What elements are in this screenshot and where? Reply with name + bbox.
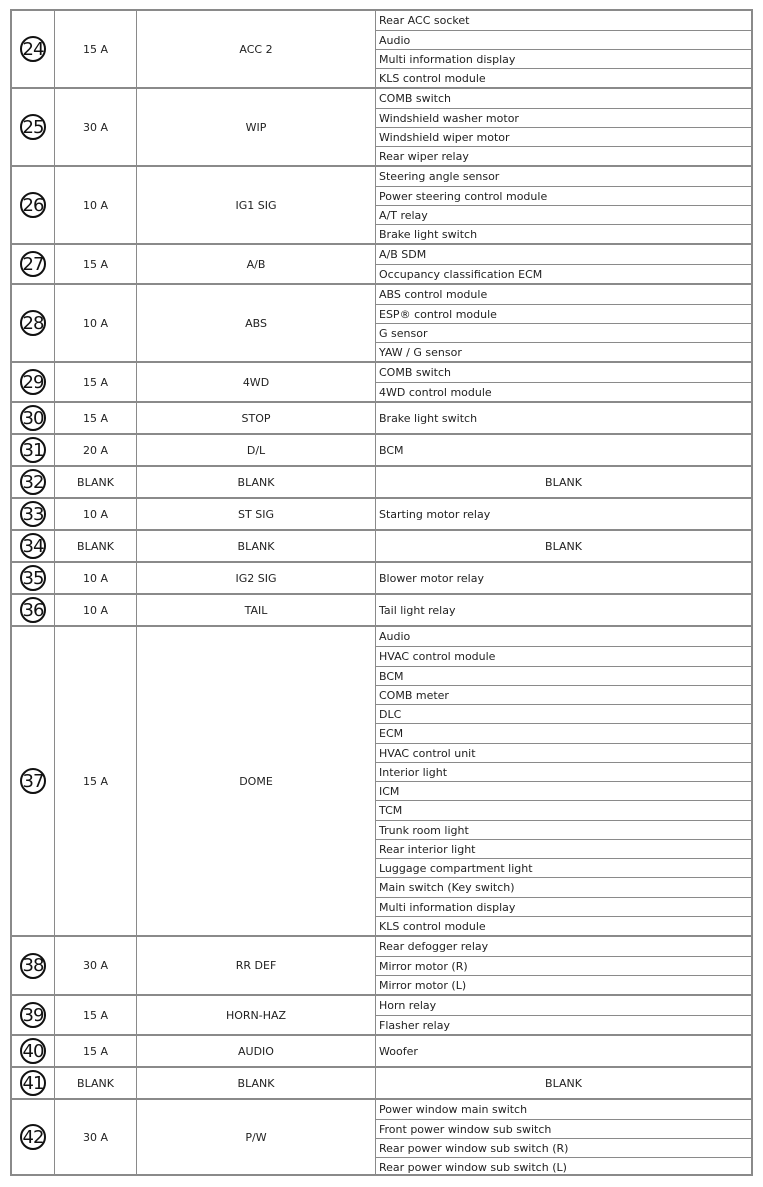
circuit-item: Interior light [376,762,751,781]
circuit-item: BCM [379,443,404,457]
fuse-row [10,433,753,465]
fuse-row [10,243,753,283]
fuse-number-badge: 39 [20,1002,46,1028]
protected-circuits [376,1068,751,1098]
fuse-number-badge: 29 [20,369,46,395]
circuit-item: Audio [376,30,751,49]
fuse-row [10,497,753,529]
protected-circuits [376,627,751,935]
circuit-item: BLANK [545,539,582,553]
circuit-item: ESP® control module [376,304,751,323]
fuse-rating: 10 A [55,595,137,625]
circuit-item: Rear ACC socket [379,14,470,27]
fuse-row [10,283,753,361]
protected-circuits [376,531,751,561]
circuit-item: KLS control module [376,916,751,935]
circuit-item: A/T relay [376,205,751,224]
fuse-row [10,593,753,625]
fuse-name: DOME [137,627,376,935]
fuse-rating: 15 A [55,403,137,433]
circuit-item: Brake light switch [376,224,751,243]
fuse-number-cell [12,937,55,994]
fuse-rating: 10 A [55,167,137,243]
fuse-name: IG1 SIG [137,167,376,243]
fuse-rating: 15 A [55,245,137,283]
fuse-row [10,361,753,401]
fuse-name: D/L [137,435,376,465]
fuse-rating: 15 A [55,363,137,401]
fuse-row [10,165,753,243]
fuse-number-badge: 37 [20,768,46,794]
fuse-name: AUDIO [137,1036,376,1066]
circuit-item: Brake light switch [379,411,478,425]
fuse-name: BLANK [137,467,376,497]
fuse-name: BLANK [137,1068,376,1098]
protected-circuits [376,11,751,87]
fuse-number-cell [12,245,55,283]
circuit-item: Tail light relay [379,603,456,617]
fuse-number-cell [12,167,55,243]
protected-circuits [376,403,751,433]
fuse-row [10,935,753,994]
fuse-number-cell [12,1068,55,1098]
fuse-name: ACC 2 [137,11,376,87]
fuse-row [10,994,753,1034]
protected-circuits [376,435,751,465]
fuse-number-cell [12,627,55,935]
circuit-item: Rear power window sub switch (L) [376,1157,751,1176]
fuse-number-cell [12,89,55,165]
circuit-item: YAW / G sensor [376,342,751,361]
circuit-item: Mirror motor (R) [376,956,751,975]
circuit-item: Blower motor relay [379,571,484,585]
circuit-item: Power steering control module [376,186,751,205]
circuit-item: Mirror motor (L) [376,975,751,994]
circuit-item: DLC [376,704,751,723]
circuit-item: TCM [376,800,751,819]
circuit-item: COMB switch [379,366,451,379]
fuse-row [10,87,753,165]
fuse-rating: 15 A [55,627,137,935]
fuse-name: BLANK [137,531,376,561]
circuit-item: G sensor [376,323,751,342]
circuit-item: Main switch (Key switch) [376,877,751,896]
fuse-number-cell [12,563,55,593]
fuse-number-cell [12,435,55,465]
fuse-number-badge: 28 [20,310,46,336]
fuse-name: A/B [137,245,376,283]
circuit-item: A/B SDM [379,248,427,261]
protected-circuits [376,499,751,529]
circuit-item: ABS control module [379,288,488,301]
fuse-number-badge: 27 [20,251,46,277]
circuit-item: Multi information display [376,49,751,68]
circuit-item: Luggage compartment light [376,858,751,877]
fuse-rating: BLANK [55,467,137,497]
circuit-item: Audio [379,630,411,643]
fuse-name: WIP [137,89,376,165]
fuse-name: ST SIG [137,499,376,529]
fuse-number-cell [12,1036,55,1066]
protected-circuits [376,937,751,994]
circuit-item: COMB switch [379,92,451,105]
fuse-rating: 10 A [55,563,137,593]
fuse-number-cell [12,531,55,561]
fuse-number-badge: 40 [20,1038,46,1064]
circuit-item: BCM [376,666,751,685]
protected-circuits [376,1100,751,1174]
circuit-item: KLS control module [376,68,751,87]
fuse-row [10,625,753,935]
fuse-rating: 15 A [55,11,137,87]
fuse-name: STOP [137,403,376,433]
fuse-number-badge: 38 [20,953,46,979]
fuse-number-badge: 24 [20,36,46,62]
circuit-item: Windshield washer motor [376,108,751,127]
fuse-name: 4WD [137,363,376,401]
fuse-row [10,1098,753,1176]
protected-circuits [376,363,751,401]
fuse-name: RR DEF [137,937,376,994]
circuit-item: Trunk room light [376,820,751,839]
circuit-item: Starting motor relay [379,507,491,521]
fuse-rating: 15 A [55,996,137,1034]
circuit-item: Flasher relay [376,1015,751,1034]
circuit-item: Rear power window sub switch (R) [376,1138,751,1157]
circuit-item: Steering angle sensor [379,170,500,183]
circuit-item: HVAC control unit [376,743,751,762]
fuse-number-badge: 30 [20,405,46,431]
fuse-number-badge: 26 [20,192,46,218]
circuit-item: Power window main switch [379,1103,528,1116]
protected-circuits [376,1036,751,1066]
fuse-row [10,401,753,433]
fuse-rating: BLANK [55,531,137,561]
fuse-number-badge: 36 [20,597,46,623]
fuse-number-badge: 25 [20,114,46,140]
fuse-row [10,1034,753,1066]
fuse-rating: 15 A [55,1036,137,1066]
circuit-item: Rear interior light [376,839,751,858]
fuse-rating: BLANK [55,1068,137,1098]
fuse-rating: 30 A [55,1100,137,1174]
fuse-name: P/W [137,1100,376,1174]
protected-circuits [376,563,751,593]
circuit-item: Rear wiper relay [376,146,751,165]
fuse-rating: 30 A [55,89,137,165]
circuit-item: Woofer [379,1044,418,1058]
circuit-item: 4WD control module [376,382,751,401]
protected-circuits [376,167,751,243]
fuse-table [10,9,753,1176]
circuit-item: HVAC control module [376,646,751,665]
fuse-number-badge: 42 [20,1124,46,1150]
fuse-number-cell [12,467,55,497]
fuse-number-badge: 31 [20,437,46,463]
circuit-item: COMB meter [376,685,751,704]
circuit-item: BLANK [545,475,582,489]
fuse-rating: 30 A [55,937,137,994]
fuse-number-cell [12,403,55,433]
fuse-row [10,9,753,87]
fuse-number-cell [12,1100,55,1174]
fuse-row [10,529,753,561]
fuse-number-cell [12,363,55,401]
fuse-number-badge: 32 [20,469,46,495]
fuse-rating: 20 A [55,435,137,465]
fuse-name: IG2 SIG [137,563,376,593]
fuse-number-badge: 35 [20,565,46,591]
circuit-item: BLANK [545,1076,582,1090]
fuse-number-cell [12,285,55,361]
fuse-row [10,465,753,497]
fuse-name: HORN-HAZ [137,996,376,1034]
fuse-number-badge: 33 [20,501,46,527]
circuit-item: Rear defogger relay [379,940,489,953]
circuit-item: ECM [376,723,751,742]
protected-circuits [376,285,751,361]
fuse-number-cell [12,595,55,625]
fuse-number-cell [12,11,55,87]
fuse-number-cell [12,996,55,1034]
protected-circuits [376,467,751,497]
fuse-number-cell [12,499,55,529]
fuse-rating: 10 A [55,285,137,361]
circuit-item: Multi information display [376,897,751,916]
fuse-row [10,1066,753,1098]
fuse-rating: 10 A [55,499,137,529]
protected-circuits [376,89,751,165]
circuit-item: Windshield wiper motor [376,127,751,146]
protected-circuits [376,245,751,283]
fuse-number-badge: 41 [20,1070,46,1096]
protected-circuits [376,996,751,1034]
circuit-item: Occupancy classification ECM [376,264,751,283]
circuit-item: ICM [376,781,751,800]
fuse-number-badge: 34 [20,533,46,559]
fuse-name: TAIL [137,595,376,625]
fuse-name: ABS [137,285,376,361]
circuit-item: Front power window sub switch [376,1119,751,1138]
circuit-item: Horn relay [379,999,437,1012]
fuse-row [10,561,753,593]
protected-circuits [376,595,751,625]
